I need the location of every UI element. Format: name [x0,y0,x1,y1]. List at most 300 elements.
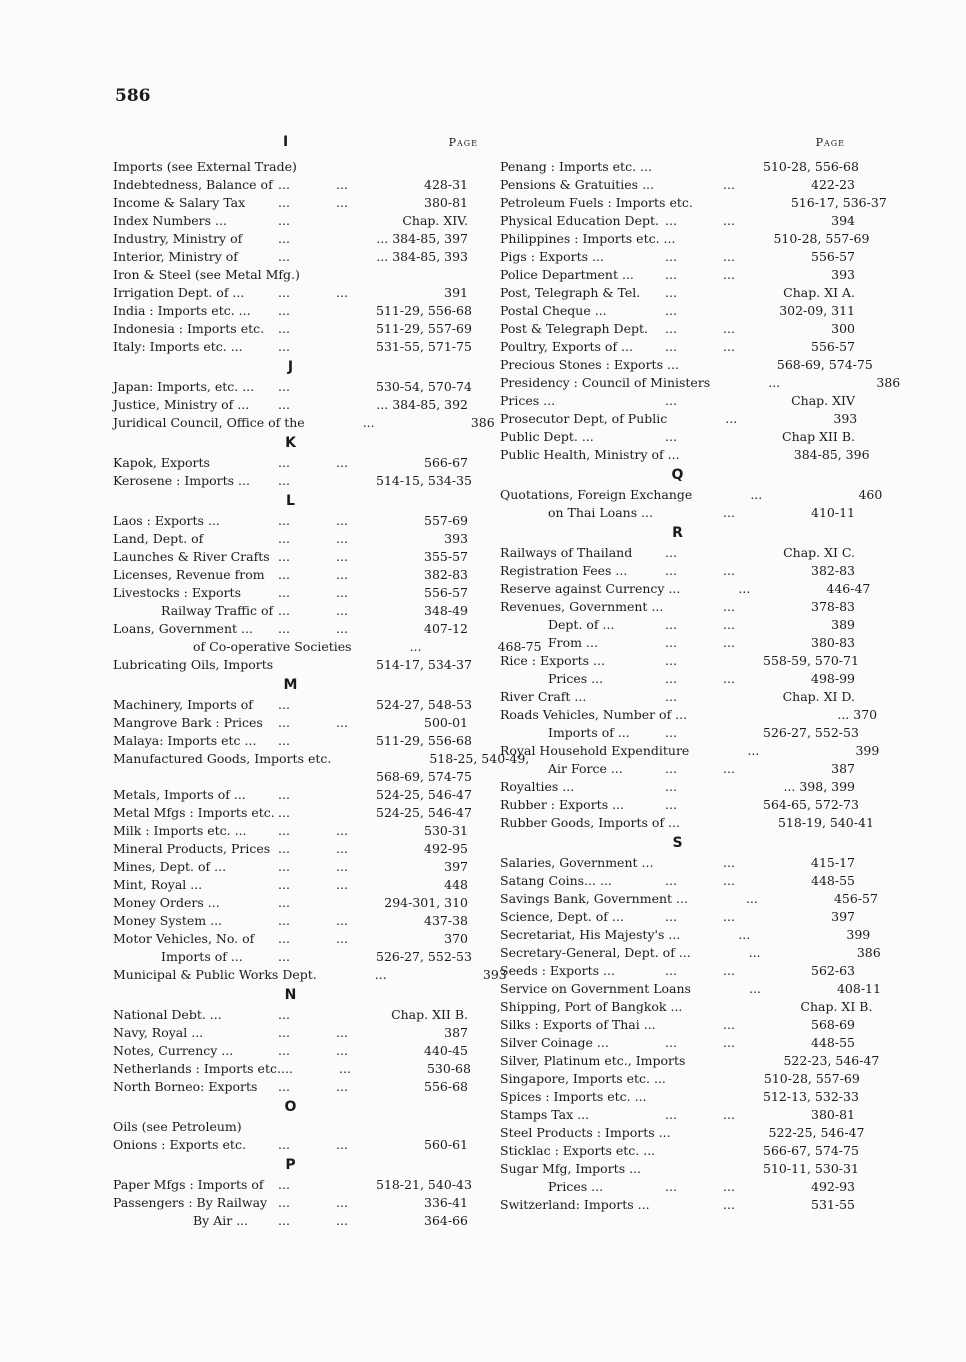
index-entry [500,796,859,814]
entry-term: Secretary-General, Dept. of ... [500,945,691,960]
entry-pages: 558-59, 570-71 [763,653,859,668]
index-entry [500,392,855,410]
leader-dots: ... [665,393,677,408]
entry-pages: 370 [444,931,468,946]
index-entry [113,548,468,566]
leader-dots: ... [278,231,290,246]
entry-term: Launches & River Crafts [113,549,270,564]
leader-dots: ... [278,1177,290,1192]
leader-dots: ... [278,697,290,712]
leader-dots: ... [278,913,290,928]
entry-term: Italy: Imports etc. ... [113,339,243,354]
leader-dots: ... [278,1137,290,1152]
index-entry [500,854,855,872]
index-entry [500,356,873,374]
entry-term: Manufactured Goods, Imports etc. [113,751,332,766]
leader-dots: ... [338,1061,351,1076]
entry-term: Philippines : Imports etc. ... [500,231,676,246]
index-entry [500,706,878,724]
leader-dots: ... [278,177,290,192]
leader-dots: ... [665,267,677,282]
entry-term: Justice, Ministry of ... [113,397,250,412]
leader-dots: ... [665,249,677,264]
leader-dots: ... [738,581,751,596]
leader-dots: ... [278,249,290,264]
leader-dots: ... [362,415,375,430]
leader-dots: ... [723,761,735,776]
leader-dots: ... [665,617,677,632]
index-entry [500,562,855,580]
index-entry [500,266,855,284]
leader-dots: ... [768,375,781,390]
entry-list [500,158,901,1214]
entry-pages: 397 [444,859,468,874]
index-entry [500,544,855,562]
leader-dots: ... [336,715,348,730]
entry-term: Railway Traffic of [161,603,274,618]
entry-term: Rubber Goods, Imports of ... [500,815,680,830]
entry-term: Japan: Imports, etc. ... [113,379,255,394]
index-entry [500,1034,855,1052]
leader-dots: ... [665,963,677,978]
leader-dots: ... [336,531,348,546]
entry-term: Indonesia : Imports etc. [113,321,265,336]
leader-dots: ... [278,1079,290,1094]
entry-pages: 336-41 [424,1195,468,1210]
entry-pages: 364-66 [424,1213,468,1228]
entry-term: Sugar Mfg, Imports ... [500,1161,642,1176]
entry-pages: Chap. XI B. [800,999,873,1014]
index-entry [500,890,878,908]
leader-dots: ... [336,859,348,874]
entry-pages: 428-31 [424,177,468,192]
leader-dots: ... [278,1195,290,1210]
entry-pages: 568-69, 574-75 [376,769,472,784]
section-letter: J [287,359,294,375]
index-entry [113,840,468,858]
entry-pages: 492-95 [424,841,468,856]
index-entry [500,248,855,266]
index-entry [113,584,468,602]
index-entry [500,176,855,194]
leader-dots: ... [723,213,735,228]
index-entry [113,714,468,732]
entry-pages: 300 [831,321,855,336]
entry-pages: 437-38 [424,913,468,928]
index-entry [113,472,472,490]
entry-term: Income & Salary Tax [113,195,246,210]
entry-pages: 394 [831,213,855,228]
entry-pages: Chap. XI A. [783,285,855,300]
entry-pages: 516-17, 536-37 [790,195,887,210]
leader-dots: ... [665,339,677,354]
index-entry [500,302,855,320]
entry-term: Steel Products : Imports ... [500,1125,671,1140]
entry-pages: 355-57 [424,549,468,564]
entry-term: Roads Vehicles, Number of ... [500,707,688,722]
entry-pages: 382-83 [424,567,468,582]
entry-pages: 568-69 [811,1017,855,1032]
index-entry [113,266,468,284]
entry-term: National Debt. ... [113,1007,222,1022]
entry-pages: 393 [831,267,855,282]
section-letter: M [283,677,298,693]
index-entry [500,724,859,742]
index-entry [113,768,472,786]
index-entry [113,656,472,674]
leader-dots: ... [336,603,348,618]
entry-pages: 524-27, 548-53 [376,697,472,712]
entry-pages: ... 370 [837,707,878,722]
entry-pages: 399 [855,743,880,758]
entry-term: Science, Dept. of ... [500,909,624,924]
index-entry [500,194,887,212]
entry-term: North Borneo: Exports [113,1079,258,1094]
entry-pages: 393 [444,531,468,546]
entry-term: Loans, Government ... [113,621,253,636]
leader-dots: ... [336,195,348,210]
entry-term: Kapok, Exports [113,455,210,470]
entry-term: Juridical Council, Office of the [113,415,305,430]
index-entry [500,616,855,634]
entry-pages: 531-55, 571-75 [376,339,472,354]
leader-dots: ... [278,949,290,964]
entry-term: Imports (see External Trade) [113,159,297,174]
leader-dots: ... [280,1061,293,1076]
section-letter: N [284,987,297,1003]
leader-dots: ... [665,671,677,686]
index-entry [113,302,472,320]
index-entry [113,894,468,912]
column-header [500,132,855,158]
entry-pages: Chap. XIV. [402,213,468,228]
entry-term: Sticklac : Exports etc. ... [500,1143,656,1158]
leader-dots: ... [278,473,290,488]
index-entry [113,732,472,750]
leader-dots: ... [336,841,348,856]
entry-term: Machinery, Imports of [113,697,253,712]
leader-dots: ... [409,639,422,654]
entry-term: Index Numbers ... [113,213,227,228]
entry-term: Imports of ... [161,949,243,964]
entry-term: From ... [548,635,598,650]
entry-pages: 407-12 [424,621,468,636]
leader-dots: ... [723,177,735,192]
entry-pages: 399 [846,927,871,942]
entry-term: Imports of ... [548,725,630,740]
entry-pages: 492-93 [811,1179,855,1194]
entry-term: Netherlands : Imports etc. [113,1061,281,1076]
leader-dots: ... [723,671,735,686]
entry-pages: 522-25, 546-47 [768,1125,865,1140]
entry-pages: 448-55 [811,1035,855,1050]
entry-pages: 386 [470,415,495,430]
entry-pages: 382-83 [811,563,855,578]
entry-pages: 526-27, 552-53 [376,949,472,964]
entry-pages: 468-75 [497,639,542,654]
entry-term: Petroleum Fuels : Imports etc. [500,195,693,210]
entry-term: Spices : Imports etc. ... [500,1089,647,1104]
entry-term: Metal Mfgs : Imports etc. [113,805,275,820]
entry-pages: 526-27, 552-53 [763,725,859,740]
leader-dots: ... [747,743,760,758]
entry-term: By Air ... [193,1213,249,1228]
entry-term: Mines, Dept. of ... [113,859,227,874]
leader-dots: ... [723,617,735,632]
entry-term: Silver, Platinum etc., Imports [500,1053,686,1068]
index-entry [113,1118,468,1136]
entry-term: India : Imports etc. ... [113,303,251,318]
entry-pages: 511-29, 556-68 [376,733,472,748]
section-letter: O [284,1099,297,1115]
entry-term: Navy, Royal ... [113,1025,204,1040]
entry-pages: 510-28, 557-69 [773,231,870,246]
leader-dots: ... [278,1213,290,1228]
leader-dots: ... [665,689,677,704]
entry-term: of Co-operative Societies [193,639,352,654]
entry-term: Money System ... [113,913,223,928]
entry-term: Interior, Ministry of [113,249,238,264]
entry-term: Seeds : Exports ... [500,963,615,978]
leader-dots: ... [665,873,677,888]
leader-dots: ... [665,563,677,578]
index-entry [500,908,855,926]
entry-term: Livestocks : Exports [113,585,241,600]
entry-term: Laos : Exports ... [113,513,220,528]
entry-term: Switzerland: Imports ... [500,1197,650,1212]
entry-pages: 568-69, 574-75 [776,357,873,372]
entry-pages: 380-83 [811,635,855,650]
index-entry [113,1078,468,1096]
leader-dots: ... [723,563,735,578]
index-entry [113,930,468,948]
index-entry [113,804,472,822]
index-entry [500,374,901,392]
entry-term: Penang : Imports etc. ... [500,159,652,174]
entry-term: Oils (see Petroleum) [113,1119,242,1134]
leader-dots: ... [278,1043,290,1058]
index-entry [500,872,855,890]
entry-pages: 530-54, 570-74 [376,379,472,394]
entry-term: Public Dept. ... [500,429,594,444]
leader-dots: ... [665,303,677,318]
index-entry [113,194,468,212]
entry-term: Singapore, Imports etc. ... [500,1071,666,1086]
entry-term: Dept. of ... [548,617,615,632]
leader-dots: ... [278,805,290,820]
entry-pages: ... 398, 399 [783,779,855,794]
leader-dots: ... [748,981,761,996]
index-entry [500,1178,855,1196]
leader-dots: ... [336,549,348,564]
entry-pages: 512-13, 532-33 [763,1089,859,1104]
index-entry [113,176,468,194]
index-entry [500,670,855,688]
index-entry [500,944,881,962]
entry-term: Post & Telegraph Dept. [500,321,648,336]
entry-term: Reserve against Currency ... [500,581,681,596]
page-number: 586 [115,86,151,106]
index-entry [500,212,855,230]
leader-dots: ... [723,321,735,336]
leader-dots: ... [665,653,677,668]
index-entry [500,338,855,356]
leader-dots: ... [278,621,290,636]
entry-pages: 510-28, 557-69 [763,1071,860,1086]
leader-dots: ... [665,213,677,228]
leader-dots: ... [723,1035,735,1050]
page-label: Page [448,136,478,149]
leader-dots: ... [336,455,348,470]
entry-term: Satang Coins... ... [500,873,612,888]
index-entry [113,1024,468,1042]
index-entry [113,638,542,656]
index-entry [113,1212,468,1230]
entry-term: Post, Telegraph & Tel. [500,285,641,300]
entry-pages: 448 [444,877,468,892]
entry-pages: 530-68 [426,1061,471,1076]
entry-term: Mint, Royal ... [113,877,203,892]
leader-dots: ... [723,1179,735,1194]
leader-dots: ... [278,567,290,582]
leader-dots: ... [336,1025,348,1040]
entry-pages: Chap. XII B. [391,1007,468,1022]
entry-pages: 566-67 [424,455,468,470]
entry-term: Shipping, Port of Bangkok ... [500,999,683,1014]
leader-dots: ... [278,603,290,618]
entry-term: Silks : Exports of Thai ... [500,1017,656,1032]
index-entry [500,1106,855,1124]
leader-dots: ... [336,913,348,928]
index-entry [113,1006,468,1024]
entry-term: Prices ... [548,671,604,686]
leader-dots: ... [278,895,290,910]
leader-dots: ... [748,945,761,960]
entry-term: Land, Dept. of [113,531,204,546]
leader-dots: ... [723,505,735,520]
index-entry [113,876,468,894]
entry-pages: 378-83 [811,599,855,614]
entry-term: Rubber : Exports ... [500,797,625,812]
index-entry [113,414,495,432]
index-entry [500,742,880,760]
leader-dots: ... [278,841,290,856]
index-entry [500,814,874,832]
index-entry [500,688,855,706]
leader-dots: ... [278,379,290,394]
leader-dots: ... [278,321,290,336]
leader-dots: ... [665,635,677,650]
entry-pages: 511-29, 557-69 [376,321,472,336]
entry-pages: 511-29, 556-68 [376,303,472,318]
entry-term: Quotations, Foreign Exchange [500,487,693,502]
leader-dots: ... [665,779,677,794]
index-entry [113,320,472,338]
entry-pages: 391 [444,285,468,300]
entry-pages: 348-49 [424,603,468,618]
entry-pages: 460 [858,487,883,502]
entry-pages: ... 384-85, 392 [376,397,468,412]
leader-dots: ... [278,549,290,564]
leader-dots: ... [336,585,348,600]
index-entry [500,1052,880,1070]
index-entry [113,786,472,804]
index-entry [113,284,468,302]
index-entry [113,248,468,266]
entry-pages: 531-55 [811,1197,855,1212]
entry-pages: 302-09, 311 [779,303,855,318]
entry-term: Prices ... [548,1179,604,1194]
entry-pages: 410-11 [811,505,855,520]
entry-term: Industry, Ministry of [113,231,243,246]
entry-pages: 524-25, 546-47 [376,805,472,820]
index-entry [113,1194,468,1212]
index-entry [500,652,859,670]
entry-pages: 422-23 [811,177,855,192]
index-entry [500,778,855,796]
leader-dots: ... [278,455,290,470]
entry-pages: 397 [831,909,855,924]
index-entry [113,912,468,930]
entry-term: Poultry, Exports of ... [500,339,633,354]
entry-pages: 386 [876,375,901,390]
entry-pages: 384-85, 396 [793,447,870,462]
entry-term: Prosecutor Dept, of Public [500,411,668,426]
index-entry [113,1176,472,1194]
index-entry [113,512,468,530]
leader-dots: ... [723,909,735,924]
entry-term: Savings Bank, Government ... [500,891,688,906]
leader-dots: ... [278,931,290,946]
leader-dots: ... [723,1197,735,1212]
entry-pages: 498-99 [811,671,855,686]
leader-dots: ... [278,531,290,546]
entry-pages: 514-17, 534-37 [376,657,472,672]
leader-dots: ... [278,213,290,228]
entry-term: Air Force ... [548,761,623,776]
index-entry [500,230,870,248]
index-entry [500,634,855,652]
index-entry [500,284,855,302]
entry-term: Motor Vehicles, No. of [113,931,255,946]
entry-term: River Craft ... [500,689,587,704]
index-entry [113,696,472,714]
index-entry [500,598,855,616]
entry-pages: 530-31 [424,823,468,838]
entry-pages: 415-17 [811,855,855,870]
leader-dots: ... [278,285,290,300]
index-entry [113,858,468,876]
entry-pages: 380-81 [811,1107,855,1122]
leader-dots: ... [336,1137,348,1152]
leader-dots: ... [336,177,348,192]
entry-pages: Chap. XIV [791,393,855,408]
index-entry [500,410,858,428]
index-column-right [500,132,901,1214]
index-entry [500,1124,865,1142]
index-entry [500,1088,859,1106]
index-entry [113,1042,468,1060]
entry-pages: Chap. XI C. [783,545,855,560]
index-entry [113,396,468,414]
entry-term: Mangrove Bark : Prices [113,715,263,730]
index-entry [500,760,855,778]
entry-term: Notes, Currency ... [113,1043,234,1058]
section-letter: Q [671,467,684,483]
entry-term: Pensions & Gratuities ... [500,177,654,192]
leader-dots: ... [336,1195,348,1210]
index-entry [500,1196,855,1214]
